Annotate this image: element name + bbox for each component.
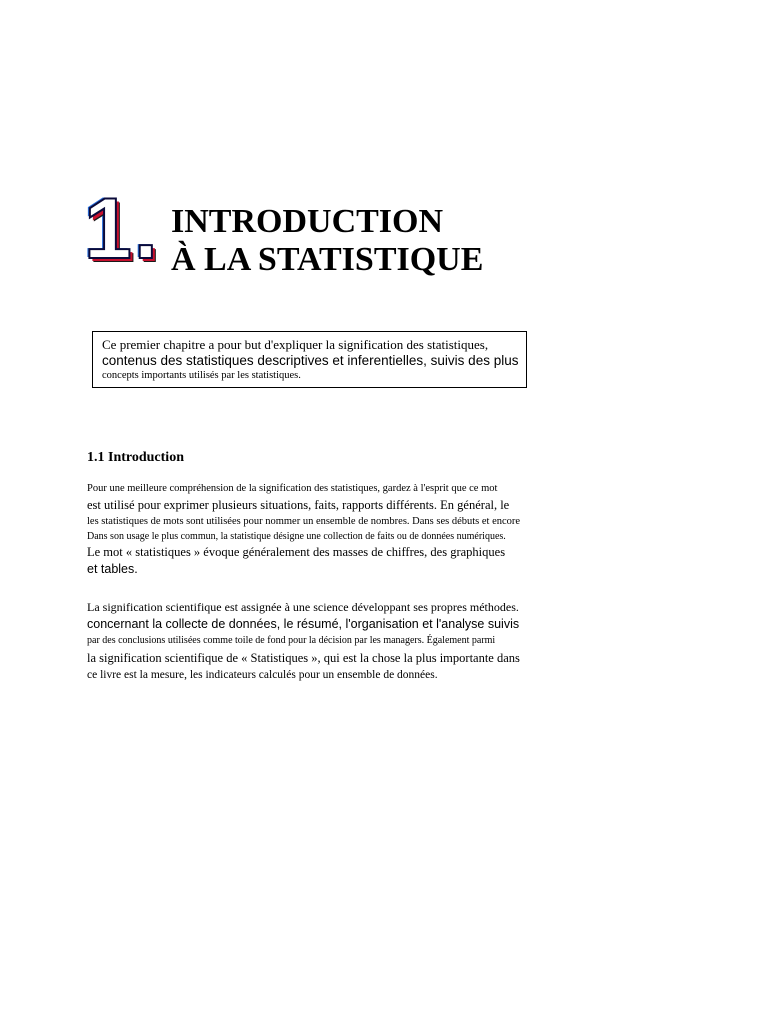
summary-line-1: Ce premier chapitre a pour but d'expliquer la signification des statistiques, xyxy=(102,337,489,352)
summary-line-3: concepts importants utilisés par les statistiques. xyxy=(102,370,301,381)
chapter-title-line-1: INTRODUCTION xyxy=(171,203,444,240)
paragraph-1-line: Pour une meilleure compréhension de la signification des statistiques, gardez à l'esprit que ce mot xyxy=(87,483,498,494)
paragraph-2-line: La signification scientifique est assignée à une science développant ses propres méthodes. xyxy=(87,600,519,614)
chapter-title-line-2: À LA STATISTIQUE xyxy=(171,241,484,278)
paragraph-2-line: la signification scientifique de « Statistiques », qui est la chose la plus importante dans xyxy=(87,651,520,665)
chapter-number: 1. xyxy=(84,181,160,277)
paragraph-1-line: est utilisé pour exprimer plusieurs situations, faits, rapports différents. En général, le xyxy=(87,498,510,512)
paragraph-1-line: Le mot « statistiques » évoque généralement des masses de chiffres, des graphiques xyxy=(87,545,506,559)
paragraph-1 xyxy=(87,480,520,578)
paragraph-1-line: et tables. xyxy=(87,562,138,576)
paragraph-2-line: par des conclusions utilisées comme toile de fond pour la décision par les managers. Également parmi xyxy=(87,635,496,646)
chapter-summary-box xyxy=(92,331,527,388)
summary-line-2: contenus des statistiques descriptives et inferentielles, suivis des plus xyxy=(102,353,519,368)
paragraph-1-line: les statistiques de mots sont utilisées pour nommer un ensemble de nombres. Dans ses débuts et encore xyxy=(87,516,521,527)
chapter-title xyxy=(171,203,483,279)
paragraph-2-line: concernant la collecte de données, le résumé, l'organisation et l'analyse suivis xyxy=(87,617,520,631)
paragraph-2-line: ce livre est la mesure, les indicateurs calculés pour un ensemble de données. xyxy=(87,669,438,681)
section-heading: 1.1 Introduction xyxy=(87,450,184,465)
paragraph-1-line: Dans son usage le plus commun, la statistique désigne une collection de faits ou de données numériques. xyxy=(87,531,506,542)
paragraph-2 xyxy=(87,599,520,683)
